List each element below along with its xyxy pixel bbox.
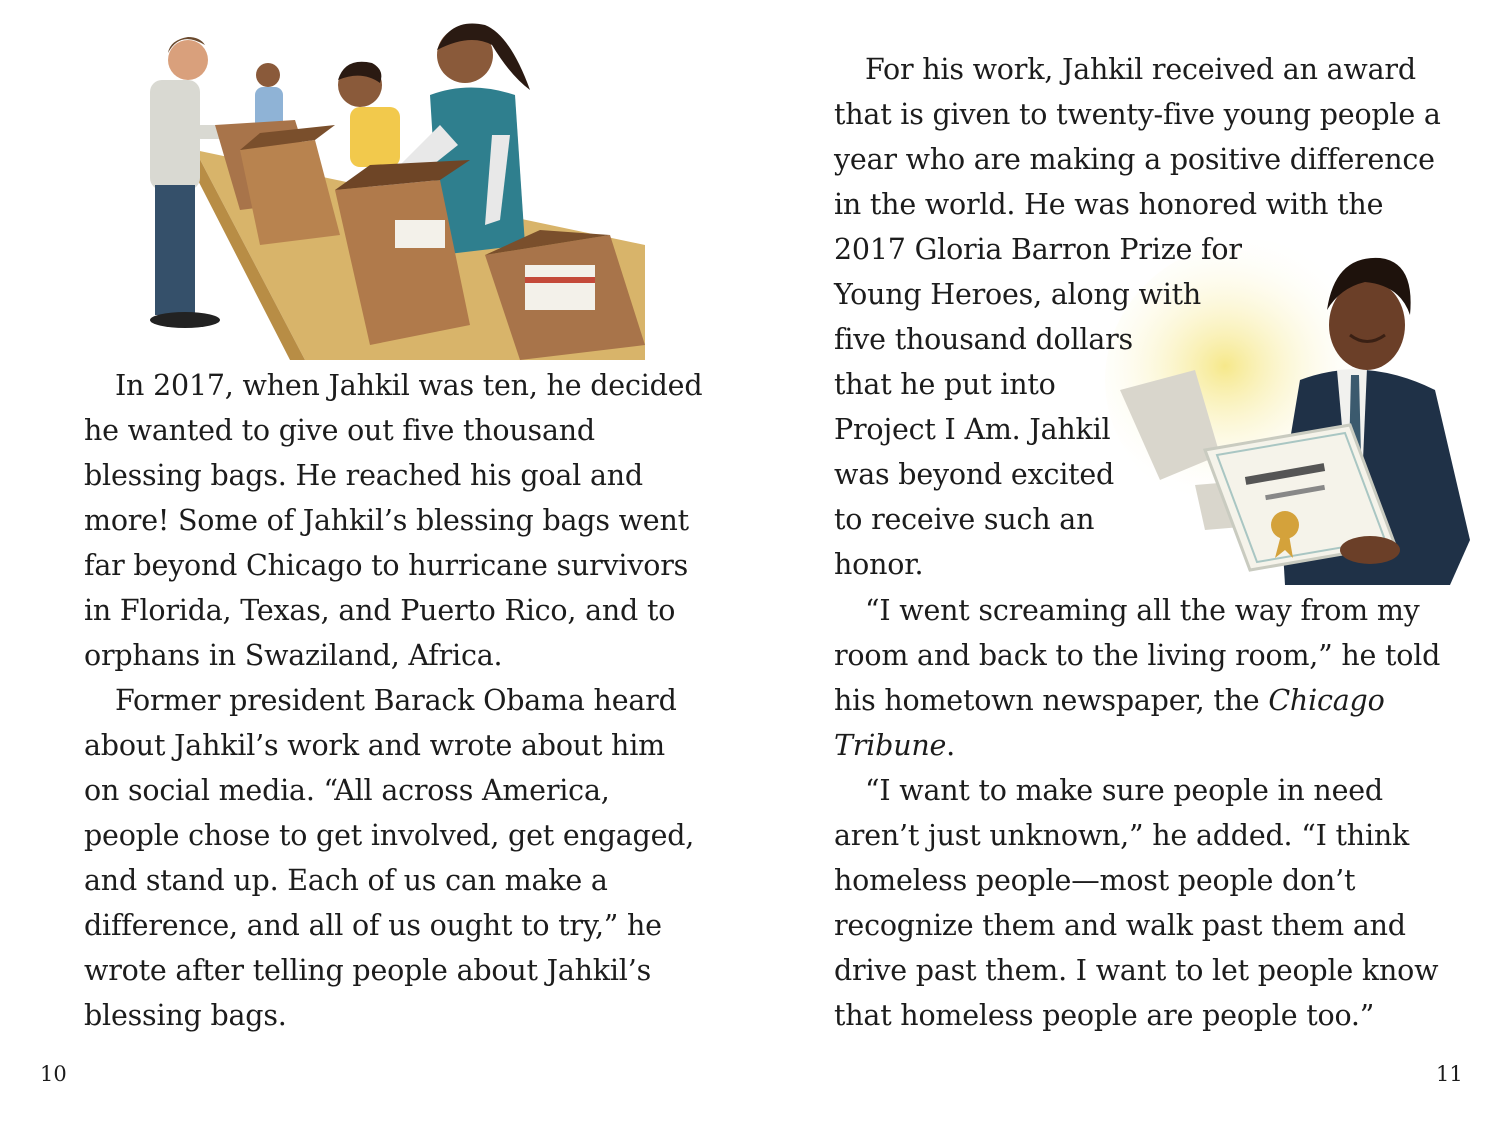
newspaper-title-italic: Tribune bbox=[834, 729, 947, 762]
body-line: Young Heroes, along with bbox=[834, 278, 1202, 311]
body-line: room and back to the living room,” he told bbox=[834, 639, 1441, 672]
body-line: he wanted to give out five thousand bbox=[84, 414, 595, 447]
body-line: more! Some of Jahkil’s blessing bags went bbox=[84, 504, 689, 537]
body-text: . bbox=[946, 729, 956, 762]
body-line: homeless people—most people don’t bbox=[834, 864, 1356, 897]
body-line: was beyond excited bbox=[834, 458, 1115, 491]
page-number: 11 bbox=[1436, 1062, 1463, 1086]
body-line: recognize them and walk past them and bbox=[834, 909, 1406, 942]
body-line: In 2017, when Jahkil was ten, he decided bbox=[115, 369, 703, 402]
body-line: that is given to twenty-five young people a bbox=[834, 98, 1441, 131]
newspaper-title-italic: Chicago bbox=[1268, 684, 1385, 717]
body-line: to receive such an bbox=[834, 503, 1095, 536]
body-line: “I want to make sure people in need bbox=[865, 774, 1383, 807]
right-page bbox=[750, 0, 1500, 1125]
body-line: year who are making a positive difference bbox=[834, 143, 1435, 176]
body-line: and stand up. Each of us can make a bbox=[84, 864, 608, 897]
body-line: 2017 Gloria Barron Prize for bbox=[834, 233, 1242, 266]
body-line: For his work, Jahkil received an award bbox=[865, 53, 1416, 86]
body-line: five thousand dollars bbox=[834, 323, 1133, 356]
body-line: difference, and all of us ought to try,” he bbox=[84, 909, 662, 942]
body-line: blessing bags. He reached his goal and bbox=[84, 459, 643, 492]
body-line: far beyond Chicago to hurricane survivors bbox=[84, 549, 689, 582]
packing-boxes-illustration bbox=[140, 15, 650, 360]
body-line bbox=[834, 723, 955, 768]
body-line bbox=[834, 678, 1385, 723]
page-number: 10 bbox=[40, 1062, 67, 1086]
body-line: in Florida, Texas, and Puerto Rico, and to bbox=[84, 594, 676, 627]
body-line: drive past them. I want to let people know bbox=[834, 954, 1439, 987]
body-line: aren’t just unknown,” he added. “I think bbox=[834, 819, 1410, 852]
body-line: that homeless people are people too.” bbox=[834, 999, 1375, 1032]
body-line: people chose to get involved, get engaged, bbox=[84, 819, 695, 852]
body-line: that he put into bbox=[834, 368, 1056, 401]
body-line: in the world. He was honored with the bbox=[834, 188, 1384, 221]
body-line: “I went screaming all the way from my bbox=[865, 594, 1420, 627]
body-text: his hometown newspaper, the bbox=[834, 684, 1260, 717]
body-line: wrote after telling people about Jahkil’s bbox=[84, 954, 651, 987]
body-line: blessing bags. bbox=[84, 999, 287, 1032]
body-line: on social media. “All across America, bbox=[84, 774, 610, 807]
body-line: honor. bbox=[834, 548, 924, 581]
body-line: orphans in Swaziland, Africa. bbox=[84, 639, 503, 672]
body-line: about Jahkil’s work and wrote about him bbox=[84, 729, 665, 762]
body-line: Former president Barack Obama heard bbox=[115, 684, 677, 717]
body-line: Project I Am. Jahkil bbox=[834, 413, 1111, 446]
